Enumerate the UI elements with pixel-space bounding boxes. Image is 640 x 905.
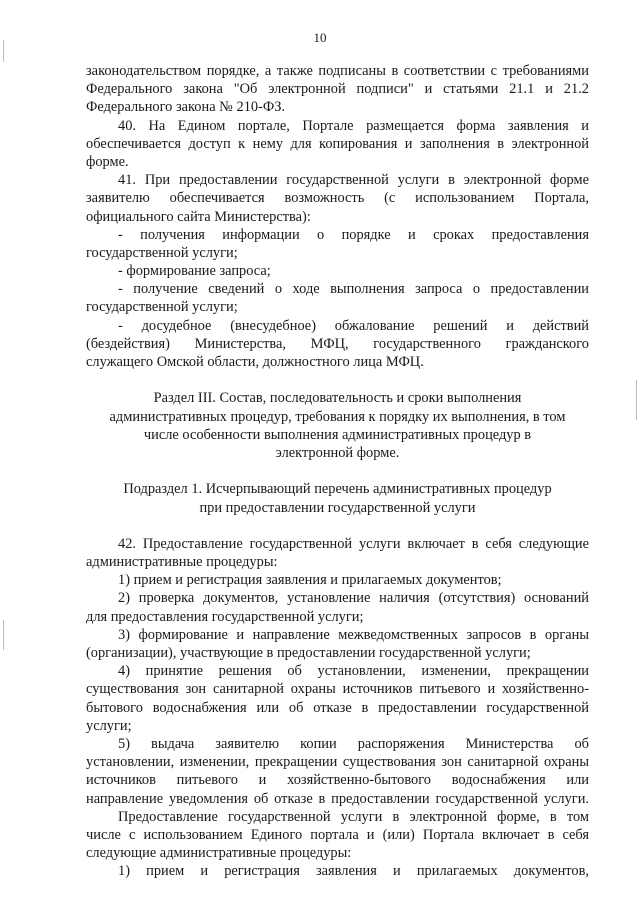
text-line: форме. (86, 153, 129, 170)
text-line: - формирование запроса; (118, 263, 271, 280)
paragraph-gap (86, 517, 589, 535)
text-line: 41. При предоставлении государственной услуги в электронной форме (118, 172, 589, 189)
text-line: Предоставление государственной услуги в электронной форме, в том (118, 808, 589, 825)
text-line: направление уведомления об отказе в предоставлении государственной услуги. (86, 790, 589, 807)
document-body (86, 62, 589, 880)
text-line: Федерального закона № 210-ФЗ. (86, 99, 286, 116)
scan-edge-mark (3, 620, 4, 650)
text-line: Федерального закона "Об электронной подписи" и статьями 21.1 и 21.2 (86, 81, 589, 98)
heading-line: при предоставлении государственной услуги (199, 499, 476, 516)
text-line: - досудебное (внесудебное) обжалование решений и действий (118, 317, 589, 334)
text-line: - получение сведений о ходе выполнения запроса о предоставлении (118, 281, 589, 298)
text-line: 3) формирование и направление межведомственных запросов в органы (118, 626, 589, 643)
text-line: официального сайта Министерства): (86, 208, 311, 225)
text-line: 5) выдача заявителю копии распоряжения Министерства об (118, 735, 589, 752)
heading-line: числе особенности выполнения административных процедур в (143, 426, 532, 443)
heading-line: Раздел III. Состав, последовательность и сроки выполнения (153, 390, 522, 407)
text-line: государственной услуги; (86, 244, 238, 261)
text-line: (организации), участвующие в предоставлении государственной услуги; (86, 645, 531, 661)
text-line: (бездействия) Министерства, МФЦ, государственного гражданского (86, 335, 589, 352)
text-line: 42. Предоставление государственной услуги включает в себя следующие (118, 535, 589, 552)
paragraph-gap (86, 462, 589, 480)
text-line: обеспечивается доступ к нему для копирования и заполнения в электронной (86, 135, 589, 152)
text-line: заявителю обеспечивается возможность (с использованием Портала, (86, 190, 589, 207)
text-line: для предоставления государственной услуги; (86, 608, 364, 625)
page-number: 10 (313, 30, 327, 45)
text-line: 4) принятие решения об установлении, изменении, прекращении (118, 663, 589, 680)
heading-line: Подраздел 1. Исчерпывающий перечень административных процедур (123, 481, 552, 498)
text-line: законодательством порядке, а также подписаны в соответствии с требованиями (86, 63, 589, 79)
text-line: существования зон санитарной охраны источников питьевого и хозяйственно- (86, 681, 589, 698)
text-line: установлении, изменении, прекращении существования зон санитарной охраны (86, 754, 589, 771)
paragraph-gap (86, 371, 589, 389)
text-line: государственной услуги; (86, 299, 238, 316)
scan-edge-mark (3, 40, 4, 62)
text-line: бытового водоснабжения или об отказе в предоставлении государственной (86, 699, 589, 716)
text-line: 1) прием и регистрация заявления и прилагаемых документов; (118, 572, 502, 589)
heading-line: электронной форме. (275, 444, 400, 461)
text-line: источников питьевого и хозяйственно-бытового водоснабжения или (86, 772, 589, 789)
scan-edge-mark (636, 380, 637, 420)
text-line: 40. На Едином портале, Портале размещается форма заявления и (118, 117, 589, 134)
text-line: 1) прием и регистрация заявления и прилагаемых документов, (118, 863, 589, 880)
text-line: - получения информации о порядке и сроках предоставления (118, 226, 589, 243)
text-line: служащего Омской области, должностного лица МФЦ. (86, 354, 424, 370)
text-line: услуги; (86, 717, 132, 734)
text-line: числе с использованием Единого портала и (или) Портала включает в себя (86, 826, 589, 843)
text-line: следующие административные процедуры: (86, 845, 352, 862)
text-line: 2) проверка документов, установление наличия (отсутствия) оснований (118, 590, 589, 607)
text-line: административные процедуры: (86, 554, 278, 571)
heading-line: административных процедур, требования к порядку их выполнения, в том (109, 408, 566, 425)
